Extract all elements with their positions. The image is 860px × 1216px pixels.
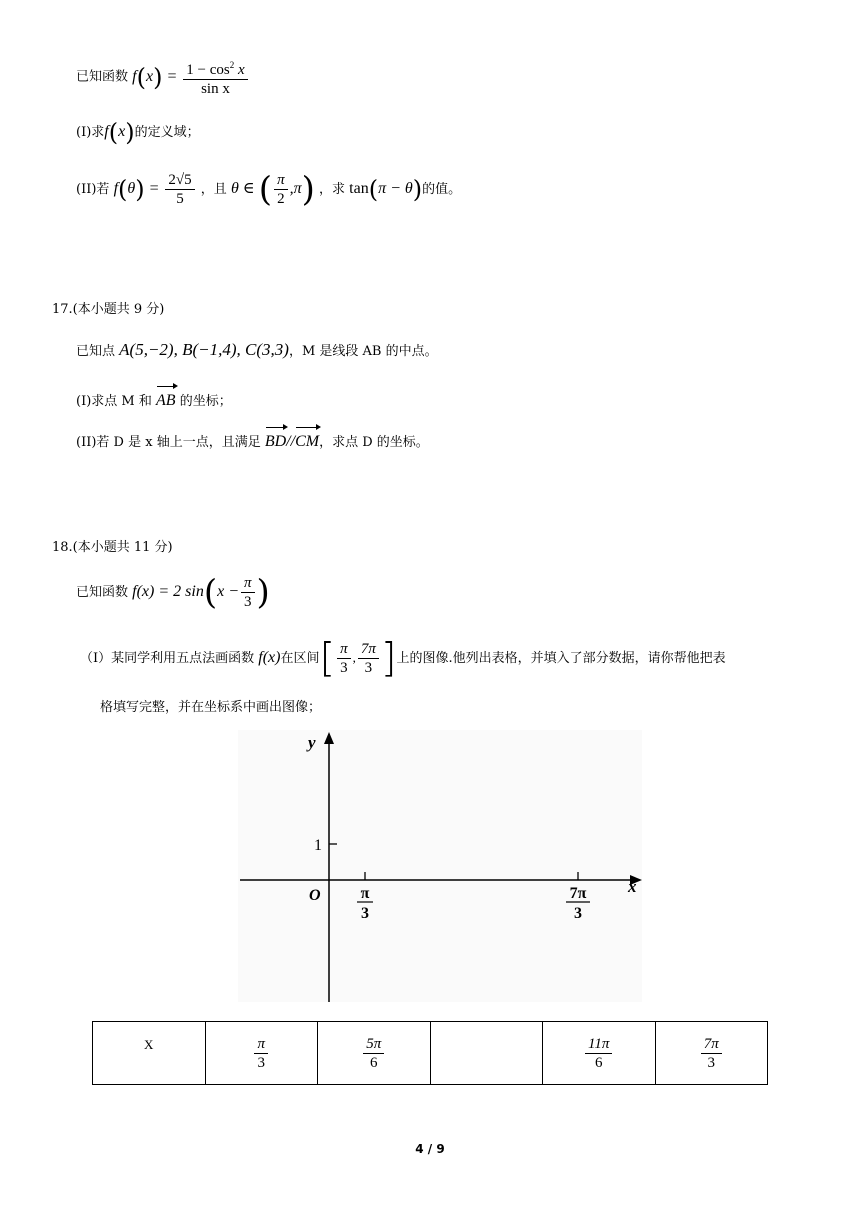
q18-part1-prefix: （I）某同学利用五点法画函数: [80, 651, 255, 666]
table-cell: [318, 1022, 431, 1085]
q18-int-three-2: 3: [364, 660, 373, 676]
q17-points: A(5,−2), B(−1,4), C(3,3): [119, 340, 289, 359]
x-axis-label: x: [628, 877, 637, 896]
q18-func-lhs: f(x) = 2 sin: [132, 583, 204, 600]
q16-part2-fraction: [165, 171, 194, 208]
y-tick-label: 1: [314, 837, 322, 854]
q17-intro-tail: ，M 是线段 AB 的中点。: [288, 344, 438, 359]
q18-function-line: [76, 570, 270, 615]
q16-part2-prefix: (II)若: [76, 182, 110, 197]
table-row: [93, 1022, 768, 1085]
table-cell: [543, 1022, 656, 1085]
q17-part2-prefix: (II)若 D 是 x 轴上一点，且满足: [76, 435, 261, 450]
table-cell-den: 6: [595, 1054, 603, 1071]
q18-func-x: x −: [217, 583, 239, 600]
table-header: X: [144, 1037, 154, 1052]
q18-close-paren: ): [256, 572, 270, 613]
table-cell-fraction: [701, 1035, 722, 1072]
q18-open-bracket: [: [319, 635, 336, 682]
q18-close-bracket: ]: [380, 635, 397, 682]
q18-int-comma: ,: [352, 650, 356, 665]
q18-int-pi-3: [337, 640, 351, 677]
q16-part2-ftheta: f(θ) =: [113, 175, 164, 204]
y-axis-arrow: [324, 732, 334, 744]
table-cell-den: 6: [369, 1054, 378, 1071]
five-point-table: [92, 1021, 768, 1085]
q17-vector-ab: AB: [156, 384, 176, 414]
q18-int-7pi-3: [358, 640, 379, 677]
q18-header: 18.(本小题共 11 分): [52, 540, 173, 555]
q16-close-paren: ): [301, 169, 315, 210]
q16-tan-arg: π − θ: [378, 180, 413, 197]
x-tick2-den: 3: [574, 905, 582, 922]
q18-int-7pi: 7π: [358, 640, 379, 659]
q17-part1-suffix: 的坐标；: [179, 394, 232, 409]
q18-pi: π: [241, 574, 255, 593]
q16-part1-fx: f(x): [104, 118, 135, 147]
q18-part1-line2: 格填写完整，并在坐标系中画出图像；: [100, 700, 322, 715]
table-cell-fraction: [363, 1035, 384, 1072]
q16-part1-suffix: 的定义域；: [134, 125, 200, 140]
table-cell-num: 7π: [701, 1035, 722, 1054]
table-header-cell: [93, 1022, 206, 1085]
coordinate-graph: [238, 730, 642, 1002]
table-cell-num: 11π: [585, 1035, 612, 1054]
table-cell: [655, 1022, 768, 1085]
q16-fraction: [183, 56, 247, 98]
q16-intro: 已知函数: [76, 69, 129, 85]
q18-part1-tail: 上的图像.他列出表格，并填入了部分数据，请你帮他把表: [396, 651, 726, 666]
q17-parallel: //: [286, 433, 296, 450]
q17-intro: [76, 334, 438, 368]
q16-tan-open: (: [368, 175, 379, 204]
q16-tan-close: ): [412, 175, 423, 204]
q17-part2-suffix: ，求点 D 的坐标。: [319, 435, 429, 450]
q17-part1-prefix: (I)求点 M 和: [76, 394, 152, 409]
q17-intro-text: 已知点: [76, 344, 116, 359]
q18-intro: 已知函数: [76, 585, 129, 600]
q16-pi: π: [274, 171, 288, 190]
page-number: 4 / 9: [415, 1142, 445, 1156]
q16-part2-and: ，且: [200, 182, 227, 197]
origin-label: O: [309, 887, 321, 904]
x-tick2-num: 7π: [569, 885, 587, 902]
q18-part1-fx: f(x): [258, 649, 281, 666]
q16-fraction-sup: 2: [229, 60, 235, 70]
y-axis-label: y: [308, 733, 316, 752]
q16-part1: [76, 118, 200, 147]
table-cell-fraction: [254, 1035, 268, 1072]
q18-part1-mid: 在区间: [280, 651, 320, 666]
q17-part2: [76, 425, 429, 456]
table-cell-fraction: [585, 1035, 612, 1072]
q16-pi-over-2: [274, 171, 288, 208]
table-cell-num: 5π: [363, 1035, 384, 1054]
q18-part1: [80, 636, 726, 681]
q16-tan: tan: [349, 180, 369, 197]
q17-vector-cm: CM: [295, 425, 319, 455]
q18-int-pi: π: [337, 640, 351, 659]
q18-open-paren: (: [203, 572, 218, 613]
q16-two: 2: [277, 191, 285, 207]
table-cell-den: 3: [707, 1054, 715, 1071]
q16-f-of-x: f(x) =: [132, 62, 182, 91]
table-cell-num: π: [254, 1035, 268, 1054]
q17-vector-bd: BD: [265, 425, 286, 455]
q17-part1: [76, 384, 232, 415]
q18-pi-over-3: [241, 574, 255, 611]
q16-open-paren: (: [258, 169, 273, 210]
q18-three: 3: [244, 594, 252, 610]
q16-part2-den: 5: [176, 191, 184, 207]
table-cell-den: 3: [257, 1054, 265, 1071]
x-tick1-den: 3: [361, 905, 369, 922]
q16-fraction-num: 1 − cos: [186, 62, 230, 78]
q16-comma-pi: ,π: [289, 180, 302, 197]
x-tick1-num: π: [360, 885, 370, 902]
q17-header: 17.(本小题共 9 分): [52, 302, 165, 317]
q16-part2-end: 的值。: [422, 182, 462, 197]
table-cell-empty[interactable]: [430, 1022, 543, 1085]
q16-part2-ask: ，求: [319, 182, 346, 197]
q16-fraction-x: x: [237, 62, 245, 78]
q16-part1-prefix: (I)求: [76, 125, 105, 140]
q16-part2-theta-in: θ ∈: [230, 180, 255, 197]
table-cell: [205, 1022, 318, 1085]
q16-part2: [76, 166, 461, 213]
q16-fraction-den: sin x: [201, 81, 230, 97]
q16-function-line: [76, 56, 250, 98]
q16-part2-num: 2√5: [165, 171, 194, 190]
graph-svg: [238, 730, 642, 1002]
q18-int-three: 3: [340, 660, 348, 676]
